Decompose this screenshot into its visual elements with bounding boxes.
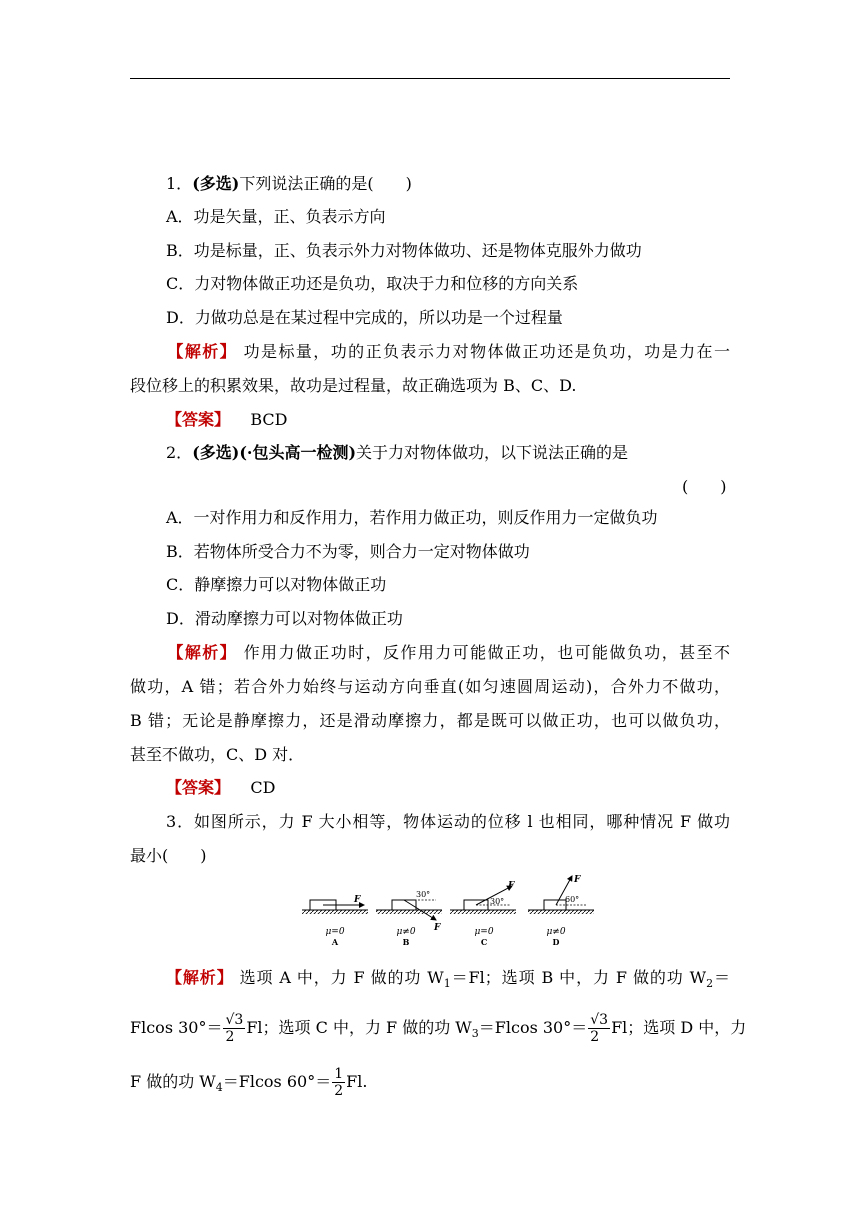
fraction-sqrt3-over-2: $\frac{√3}{2}$: [225, 1012, 244, 1045]
q2-option-a: A．一对作用力和反作用力，若作用力做正功，则反作用力一定做负功: [166, 508, 658, 527]
answer-label: 【答案】: [166, 778, 231, 797]
q2-analysis-line-2: 做功，A 错；若合外力始终与运动方向垂直(如匀速圆周运动)，合外力不做功，: [130, 677, 730, 696]
q2-option-b: B．若物体所受合力不为零，则合力一定对物体做功: [166, 542, 530, 561]
q2-answer: 【答案】 CD: [166, 778, 276, 797]
q2-analysis-line-1: 【解析】 作用力做正功时，反作用力可能做正功，也可能做负功，甚至不: [166, 643, 730, 662]
q1-analysis-line-1: 【解析】 功是标量，功的正负表示力对物体做正功还是负功，功是力在一: [166, 342, 730, 361]
mu-label-b: μ≠0: [396, 927, 416, 937]
question-1: 1．(多选)下列说法正确的是( ): [166, 174, 412, 193]
q1-answer: 【答案】 BCD: [166, 410, 288, 429]
analysis-label: 【解析】: [166, 643, 238, 662]
panel-label-b: B: [402, 937, 410, 947]
force-label-b: F: [434, 923, 441, 933]
force-diagram-figure: [300, 872, 600, 954]
panel-b: [376, 890, 442, 947]
q1-option-c: C．力对物体做正功还是负功，取决于力和位移的方向关系: [166, 274, 579, 293]
analysis-label: 【解析】: [166, 342, 238, 361]
question-3-line-1: 3．如图所示，力 F 大小相等，物体运动的位移 l 也相同，哪种情况 F 做功: [166, 812, 730, 831]
panel-label-a: A: [331, 937, 339, 947]
q2-answer-bracket: ( ): [682, 477, 727, 496]
panel-d: [528, 875, 594, 947]
q1-analysis-line-2: 段位移上的积累效果，故功是过程量，故正确选项为 B、C、D.: [130, 376, 577, 395]
q2-option-d: D．滑动摩擦力可以对物体做正功: [166, 609, 403, 628]
q1-option-b: B．功是标量，正、负表示外力对物体做功、还是物体克服外力做功: [166, 241, 642, 260]
ground-a: [302, 910, 368, 914]
panel-a: [302, 895, 368, 947]
mu-label-c: μ=0: [474, 927, 494, 937]
force-label-c: F: [508, 881, 515, 891]
angle-label-b: 30°: [416, 890, 431, 899]
angle-label-c: 30°: [490, 897, 505, 906]
q1-option-d: D．力做功总是在某过程中完成的，所以功是一个过程量: [166, 308, 563, 327]
fraction-1-over-2: $\frac{1}{2}$: [334, 1066, 344, 1099]
question-3-line-2: 最小( ): [130, 846, 207, 865]
force-label-d: F: [574, 875, 581, 885]
panel-label-d: D: [552, 937, 560, 947]
q2-analysis-line-4: 甚至不做功，C、D 对．: [130, 745, 305, 764]
force-label-a: F: [354, 895, 361, 905]
block-d: [544, 900, 566, 910]
q2-option-c: C．静摩擦力可以对物体做正功: [166, 575, 387, 594]
analysis-label: 【解析】: [166, 968, 234, 987]
mu-label-d: μ≠0: [546, 927, 566, 937]
question-2: 2．(多选)(·包头高一检测)关于力对物体做功，以下说法正确的是: [166, 443, 629, 462]
q1-option-a: A．功是矢量，正、负表示方向: [166, 207, 386, 226]
fraction-sqrt3-over-2: $\frac{√3}{2}$: [590, 1012, 609, 1045]
panel-label-c: C: [480, 937, 488, 947]
panel-c: [450, 881, 516, 947]
q3-analysis-line-3: F 做的功 $W_4=Flcos$ 60°＝ $\frac{1}{2}$ Fl.: [130, 1066, 368, 1099]
header-rule: [130, 78, 730, 79]
q2-analysis-line-3: B 错；无论是静摩擦力，还是滑动摩擦力，都是既可以做正功，也可以做负功，: [130, 711, 730, 730]
q3-analysis-line-2: Flcos 30°＝ $\frac{√3}{2}$ Fl；选项 C 中，力 F 做的功 $W_3=Flcos$ 30°＝ $\frac{√3}{2}$ Fl；选项 D 中，力: [130, 1012, 747, 1045]
q3-analysis-line-1: 【解析】 选项 A 中，力 F 做的功 $W_1=Fl$；选项 B 中，力 F 做的功 $W_2=$: [166, 968, 730, 991]
answer-label: 【答案】: [166, 410, 231, 429]
mu-label-a: μ=0: [325, 927, 345, 937]
angle-label-d: 60°: [565, 895, 580, 904]
